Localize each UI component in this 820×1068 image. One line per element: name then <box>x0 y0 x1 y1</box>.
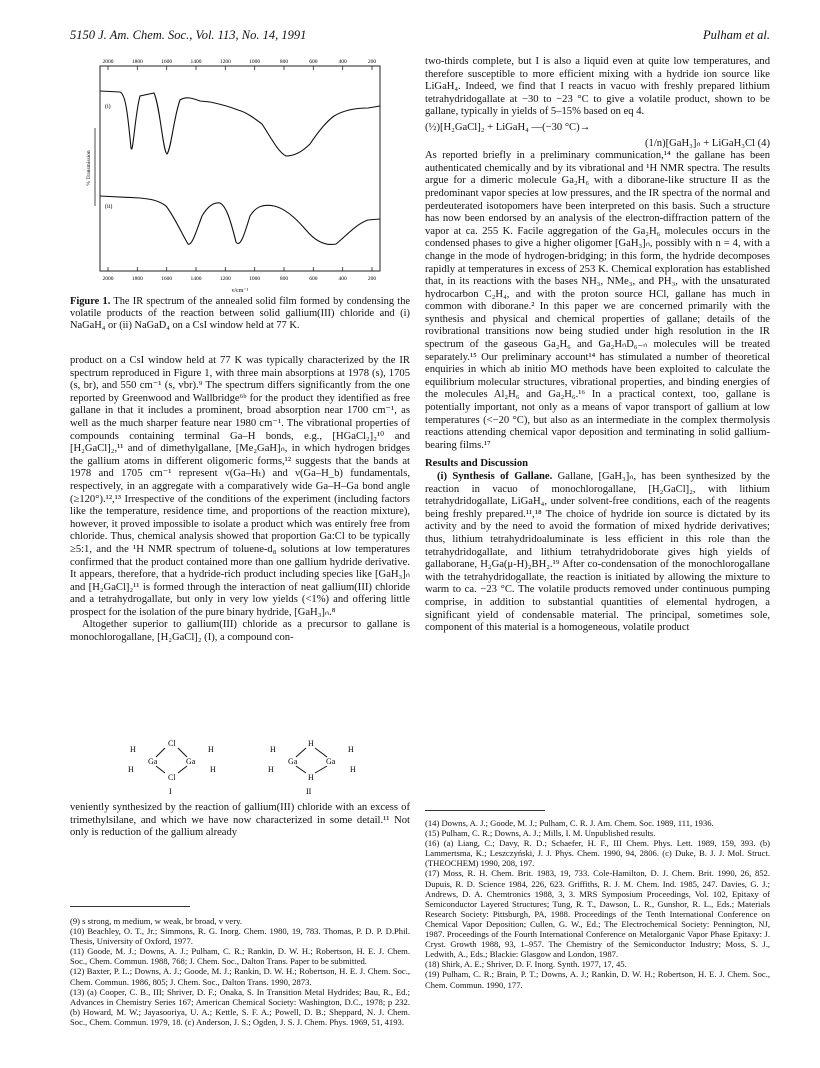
plot-frame <box>100 66 380 271</box>
figure-1-ir-spectrum <box>70 56 410 311</box>
right-column-text <box>425 56 770 635</box>
svg-text:H: H <box>308 773 314 782</box>
caption-label: Figure 1. <box>70 296 111 307</box>
left-paragraph-3: veniently synthesized by the reaction of gallium(III) chloride with an excess of trimethylsilane, and which we have now characterized in some detail.¹¹ Not only is reduction of the gallium already <box>70 802 410 839</box>
svg-text:H: H <box>348 745 354 754</box>
footnote-15: (15) Pulham, C. R.; Downs, A. J.; Mills, I. M. Unpublished results. <box>425 828 656 839</box>
top-axis-tick-label: 400 <box>338 59 347 65</box>
structures-drawing <box>120 736 380 796</box>
spectrum-trace-ii <box>100 196 380 244</box>
structure-I <box>128 739 216 796</box>
svg-text:H: H <box>210 765 216 774</box>
structure-label-I: I <box>169 787 172 796</box>
right-paragraph-3 <box>425 471 770 635</box>
equation-4-line-1: (½)[H₂GaCl]₂ + LiGaH₄ —(−30 °C)→ <box>425 121 591 133</box>
trace-label-i: (i) <box>105 104 111 110</box>
equation-4-line-2: (1/n)[GaH₃]ₙ + LiGaH₃Cl (4) <box>645 137 770 149</box>
page-header <box>70 28 770 46</box>
svg-text:H: H <box>128 765 134 774</box>
left-column-text <box>70 355 410 645</box>
svg-text:H: H <box>130 745 136 754</box>
footnote-9: (9) s strong, m medium, w weak, br broad, v very. <box>70 916 242 926</box>
footnote-16: (16) (a) Liang, C.; Davy, R. D.; Schaefer, H. F., III Chem. Phys. Lett. 1989, 159, 393. (b) Lammertsma, K.; Leszczyński, J. J. Phys. Chem. 1990, 94, 2806. (c) Duke, B. J. J. Mol. Struct. (THEOCHEM) 1990, 208, 197. <box>425 838 770 869</box>
svg-text:H: H <box>350 765 356 774</box>
footnote-rule-right <box>425 810 545 811</box>
right-paragraph-1: two-thirds complete, but I is also a liquid even at quite low temperatures, and therefore susceptible to more efficient mixing with a hydride ion source like LiGaH₄. Indeed, we find that I reacts in vacuo with freshly prepared lithium tetrahydridogallate at −30 to −23 °C to give a volatile product, shown to be gallane, typically in yields of 5–15% based on eq 4. <box>425 56 770 118</box>
top-axis-tick-label: 2000 <box>102 59 114 65</box>
left-column-continued <box>70 802 410 840</box>
footnote-13: (13) (a) Cooper, C. B., III; Shriver, D. F.; Onaka, S. In Transition Metal Hydrides; Bau, R., Ed.; Advances in Chemistry Series 167; American Chemical Society: Washington, D.C., 1978; p 232. (b) Howard, M. W.; Jayasooriya, U. A.; Kettle, S. F. A.; Powell, D. B.; Sheppard, N. J. Chem. Soc., Chem. Commun. 1979, 18. (c) Anderson, J. S.; Ogden, J. S. J. Chem. Phys. 1969, 51, 4193. <box>70 986 410 1027</box>
chemical-structures <box>120 736 380 796</box>
footnote-19: (19) Pulham, C. R.; Brain, P. T.; Downs, A. J.; Rankin, D. W. H.; Robertson, H. E. J. Chem. Soc., Chem. Commun. 1990, 177. <box>425 969 770 990</box>
footnotes-left <box>70 916 410 1027</box>
structure-label-II: II <box>306 787 312 796</box>
spectrum-trace-i <box>100 91 380 156</box>
svg-text:Ga: Ga <box>326 757 336 766</box>
running-authors: Pulham et al. <box>702 28 770 42</box>
svg-text:Ga: Ga <box>148 757 158 766</box>
svg-text:H: H <box>270 745 276 754</box>
bottom-axis-tick-label: 1200 <box>219 276 231 282</box>
left-paragraph-2: Altogether superior to gallium(III) chloride as a precursor to gallane is monochlorogallane, [H₂GaCl]₂ (I), a compound con- <box>70 619 410 644</box>
bottom-axis-tick-label: 400 <box>338 276 347 282</box>
bottom-axis-tick-label: 1000 <box>249 276 261 282</box>
bottom-axis-tick-label: 1400 <box>190 276 202 282</box>
footnote-11: (11) Goode, M. J.; Downs, A. J.; Pulham, C. R.; Rankin, D. W. H.; Robertson, H. E. J. Chem. Soc., Chem. Commun. 1988, 768; J. Chem. Soc., Dalton Trans. Paper to be submitted. <box>70 946 410 967</box>
ir-spectrum-plot <box>70 56 410 296</box>
top-axis-tick-label: 600 <box>309 59 318 65</box>
svg-text:Ga: Ga <box>186 757 196 766</box>
top-axis-tick-label: 1200 <box>219 59 231 65</box>
bottom-axis-tick-label: 1800 <box>131 276 143 282</box>
footnote-18: (18) Shirk, A. E.; Shriver, D. F. Inorg. Synth. 1977, 17, 45. <box>425 959 627 970</box>
svg-text:H: H <box>208 745 214 754</box>
svg-text:Cl: Cl <box>168 739 176 748</box>
footnote-10: (10) Beachley, O. T., Jr.; Simmons, R. G. Inorg. Chem. 1980, 19, 783. Thomas, P. D. P. D.Phil. Thesis, University of Oxford, 1977. <box>70 926 410 947</box>
svg-text:Cl: Cl <box>168 773 176 782</box>
top-axis-tick-label: 1000 <box>249 59 261 65</box>
bottom-axis-tick-label: 2000 <box>102 276 114 282</box>
footnotes-right <box>425 818 770 990</box>
bottom-axis-tick-label: 1600 <box>161 276 173 282</box>
svg-text:H: H <box>308 739 314 748</box>
section-heading: Results and Discussion <box>425 458 529 470</box>
footnote-rule-left <box>70 906 190 907</box>
svg-text:H: H <box>268 765 274 774</box>
svg-text:Ga: Ga <box>288 757 298 766</box>
footnote-12: (12) Baxter, P. L.; Downs, A. J.; Goode, M. J.; Rankin, D. W. H.; Robertson, H. E. J. Chem. Soc., Chem. Commun. 1986, 805; J. Chem. Soc., Dalton Trans. 1990, 2873. <box>70 966 410 987</box>
y-axis-label: % Transmission <box>86 150 92 186</box>
left-paragraph-1: product on a CsI window held at 77 K was typically characterized by the IR spectrum reproduced in Figure 1, with three main absorptions at 1978 (s), 1705 (s, br), and 550 cm⁻¹ (s, vbr).⁹ The spectrum differs significantly from the one reported by Greenwood and Wallbridge⁶ᵇ for the product they identified as free gallane in that it includes a prominent, broad absorption near 1700 cm⁻¹, as well as the much sharper feature near 1980 cm⁻¹. The vibrational properties of compounds containing terminal Ga–H bonds, e.g., [HGaCl₂]₂¹⁰ and [H₂GaCl]₂,¹¹ and of dimethylgallane, [Me₂GaH]ₙ, in which hydrogen bridges the gallium atoms in different oligomeric forms,¹² suggests that the bands at 1978 and 1705 cm⁻¹ represent ν(Ga–Hₜ) and ν(Ga–H_b) fundamentals, respectively, in an aggregate with a comparatively wide Ga–H–Ga bond angle (≥120°).¹²,¹³ Irrespective of the conditions of the experiment (including factors like the temperature, residence time, and proportions of the reaction mixture), however, it proved impossible to isolate a product which was entirely free from chloride. Thus, chemical analysis showed that proportion Ga:Cl to be typically ≥5:1, and the ¹H NMR spectrum of toluene-d₈ solutions at low temperatures confirmed that the product contained more than one gallium hydride derivative. It appears, therefore, that a hydride-rich product including species like [GaH₃]ₙ and [H₂GaCl]₂¹¹ is formed through the interaction of neat gallium(III) chloride and a tetrahydrogallate, but only in very low yields (<1%) and offering little prospect for the isolation of the pure binary hydride, [GaH₃]ₙ.⁸ <box>70 355 410 618</box>
footnote-14: (14) Downs, A. J.; Goode, M. J.; Pulham, C. R. J. Am. Chem. Soc. 1989, 111, 1936. <box>425 818 714 828</box>
bottom-axis-ticks <box>103 267 377 282</box>
structure-II <box>268 739 356 796</box>
bottom-axis-tick-label: 600 <box>309 276 318 282</box>
bottom-axis-tick-label: 800 <box>279 276 289 282</box>
top-axis-ticks <box>103 59 377 70</box>
top-axis-tick-label: 1800 <box>131 59 143 65</box>
top-axis-tick-label: 200 <box>367 59 377 65</box>
x-axis-label: ν/cm⁻¹ <box>231 288 249 294</box>
top-axis-tick-label: 1600 <box>161 59 173 65</box>
right-paragraph-2: As reported briefly in a preliminary communication,¹⁴ the gallane has been authenticated chemically and by its vibrational and ¹H NMR spectra. The results argue for a dimeric molecule Ga₂H₆ with a diborane-like structure II as the predominant vapor species at low pressures, and the IR spectra of the normal and perdeuterated isotopomers have been interpreted on this basis. Such a structure has now been endorsed by an analysis of the electron-diffraction pattern of the vapor at ca. 255 K. Facile aggregation of the Ga₂H₆ molecules occurs in the condensed phases to give a higher oligomer [GaH₃]ₙ, possibly with n = 4, with a change in the mode of hydrogen-bridging; in this form, the hydride decomposes rapidly at temperatures in excess of 253 K. Chemical exploration has established that, in its reactions with the bases NH₃, NMe₃, and PH₃, with the unsaturated hydrocarbon C₂H₄, and with the proton source HCl, gallane has much in common with diborane.² In this paper we are concerned primarily with the synthesis and physical and chemical properties of gallane; details of the rovibrational transitions now being studied under high resolution in the IR spectrum of the gaseous Ga₂H₆ and Ga₂HₙD₆₋ₙ molecules will be treated separately.¹⁵ Our preliminary account¹⁴ has stimulated a number of theoretical enquiries in which ab initio MO methods have been exploited to calculate the equilibrium molecular structures, vibrational properties, and binding energies of the molecules Al₂H₆ and Ga₂H₆.¹⁶ In a practical context, too, gallane is potentially important, not only as a means of vapor transport of gallium at low temperatures (<−20 °C), but also as an intermediate in the complex thermolysis reactions attending chemical vapor deposition and terminating in solid gallium-bearing films.¹⁷ <box>425 150 770 451</box>
trace-label-ii: (ii) <box>105 204 113 210</box>
top-axis-tick-label: 800 <box>279 59 289 65</box>
caption-text: The IR spectrum of the annealed solid film formed by condensing the volatile products of the reaction between solid gallium(III) chloride and (i) NaGaH₄ or (ii) NaGaD₄ on a CsI window held at 77 K. <box>70 296 410 332</box>
figure-caption <box>70 296 410 333</box>
top-axis-tick-label: 1400 <box>190 59 202 65</box>
footnote-17: (17) Moss, R. H. Chem. Brit. 1983, 19, 733. Cole-Hamilton, D. J. Chem. Brit. 1990, 26, 852. Dupuis, R. D. Science 1984, 226, 623. Griffiths, R. J. M. Chem. Ind. 1985, 247. Davies, G. J.; Andrews, D. A. Chemtronics 1988, 3, 3. MRS Symposium Proceedings, Vol. 102, Epitaxy of Semiconductor Layered Structures; Tung, R. T., Dawson, L. R., Gunshor, R. L., Eds.; Materials Research Society: Pittsburgh, PA, 1988. Proceedings of the Tenth International Conference on Chemical Vapor Deposition; Cullen, G. W., Ed.; The Electrochemical Society: Pennington, NJ, 1987. Proceedings of the Fourth International Conference on Metalorganic Vapor Phase Epitaxy: J. Cryst. Growth 1988, 93, 1–957. The Chemistry of the Semiconductor Industry; Moss, S. J., Ledwith, A., Eds.; Blackie: Glasgow and London, 1987. <box>425 868 770 960</box>
subsection-heading: (i) Synthesis of Gallane. <box>437 471 553 482</box>
right-paragraph-3-text: Gallane, [GaH₃]ₙ, has been synthesized by the reaction in vacuo of monochlorogallane, [H₂GaCl]₂, with lithium tetrahydridogallate, LiGaH₄, under solvent-free conditions, each of the reagents being freshly prepared.¹¹,¹⁸ The choice of hydride ion source is dictated by its activity and by the need to avoid the formation of mixed hydride derivatives; thus, lithium tetrahydridoaluminate is less efficient in this role than the tetrahydridogallate, and lithium tetrahydridoborate gives high yields of gallaborane, H₂Ga(μ-H)₂BH₂.¹⁹ After co-condensation of the monochlorogallane with the tetrahydridogallate, the reaction is initiated by allowing the mixture to warm to ca. −23 °C. The volatile products removed under continuous pumping comprise, in addition to substantial quantities of elemental hydrogen, a significant yield of condensable material. The principal, sometimes sole, component of this material is a homogeneous, volatile product <box>425 471 770 634</box>
bottom-axis-tick-label: 200 <box>367 276 377 282</box>
journal-citation: 5150 J. Am. Chem. Soc., Vol. 113, No. 14, 1991 <box>70 28 307 42</box>
